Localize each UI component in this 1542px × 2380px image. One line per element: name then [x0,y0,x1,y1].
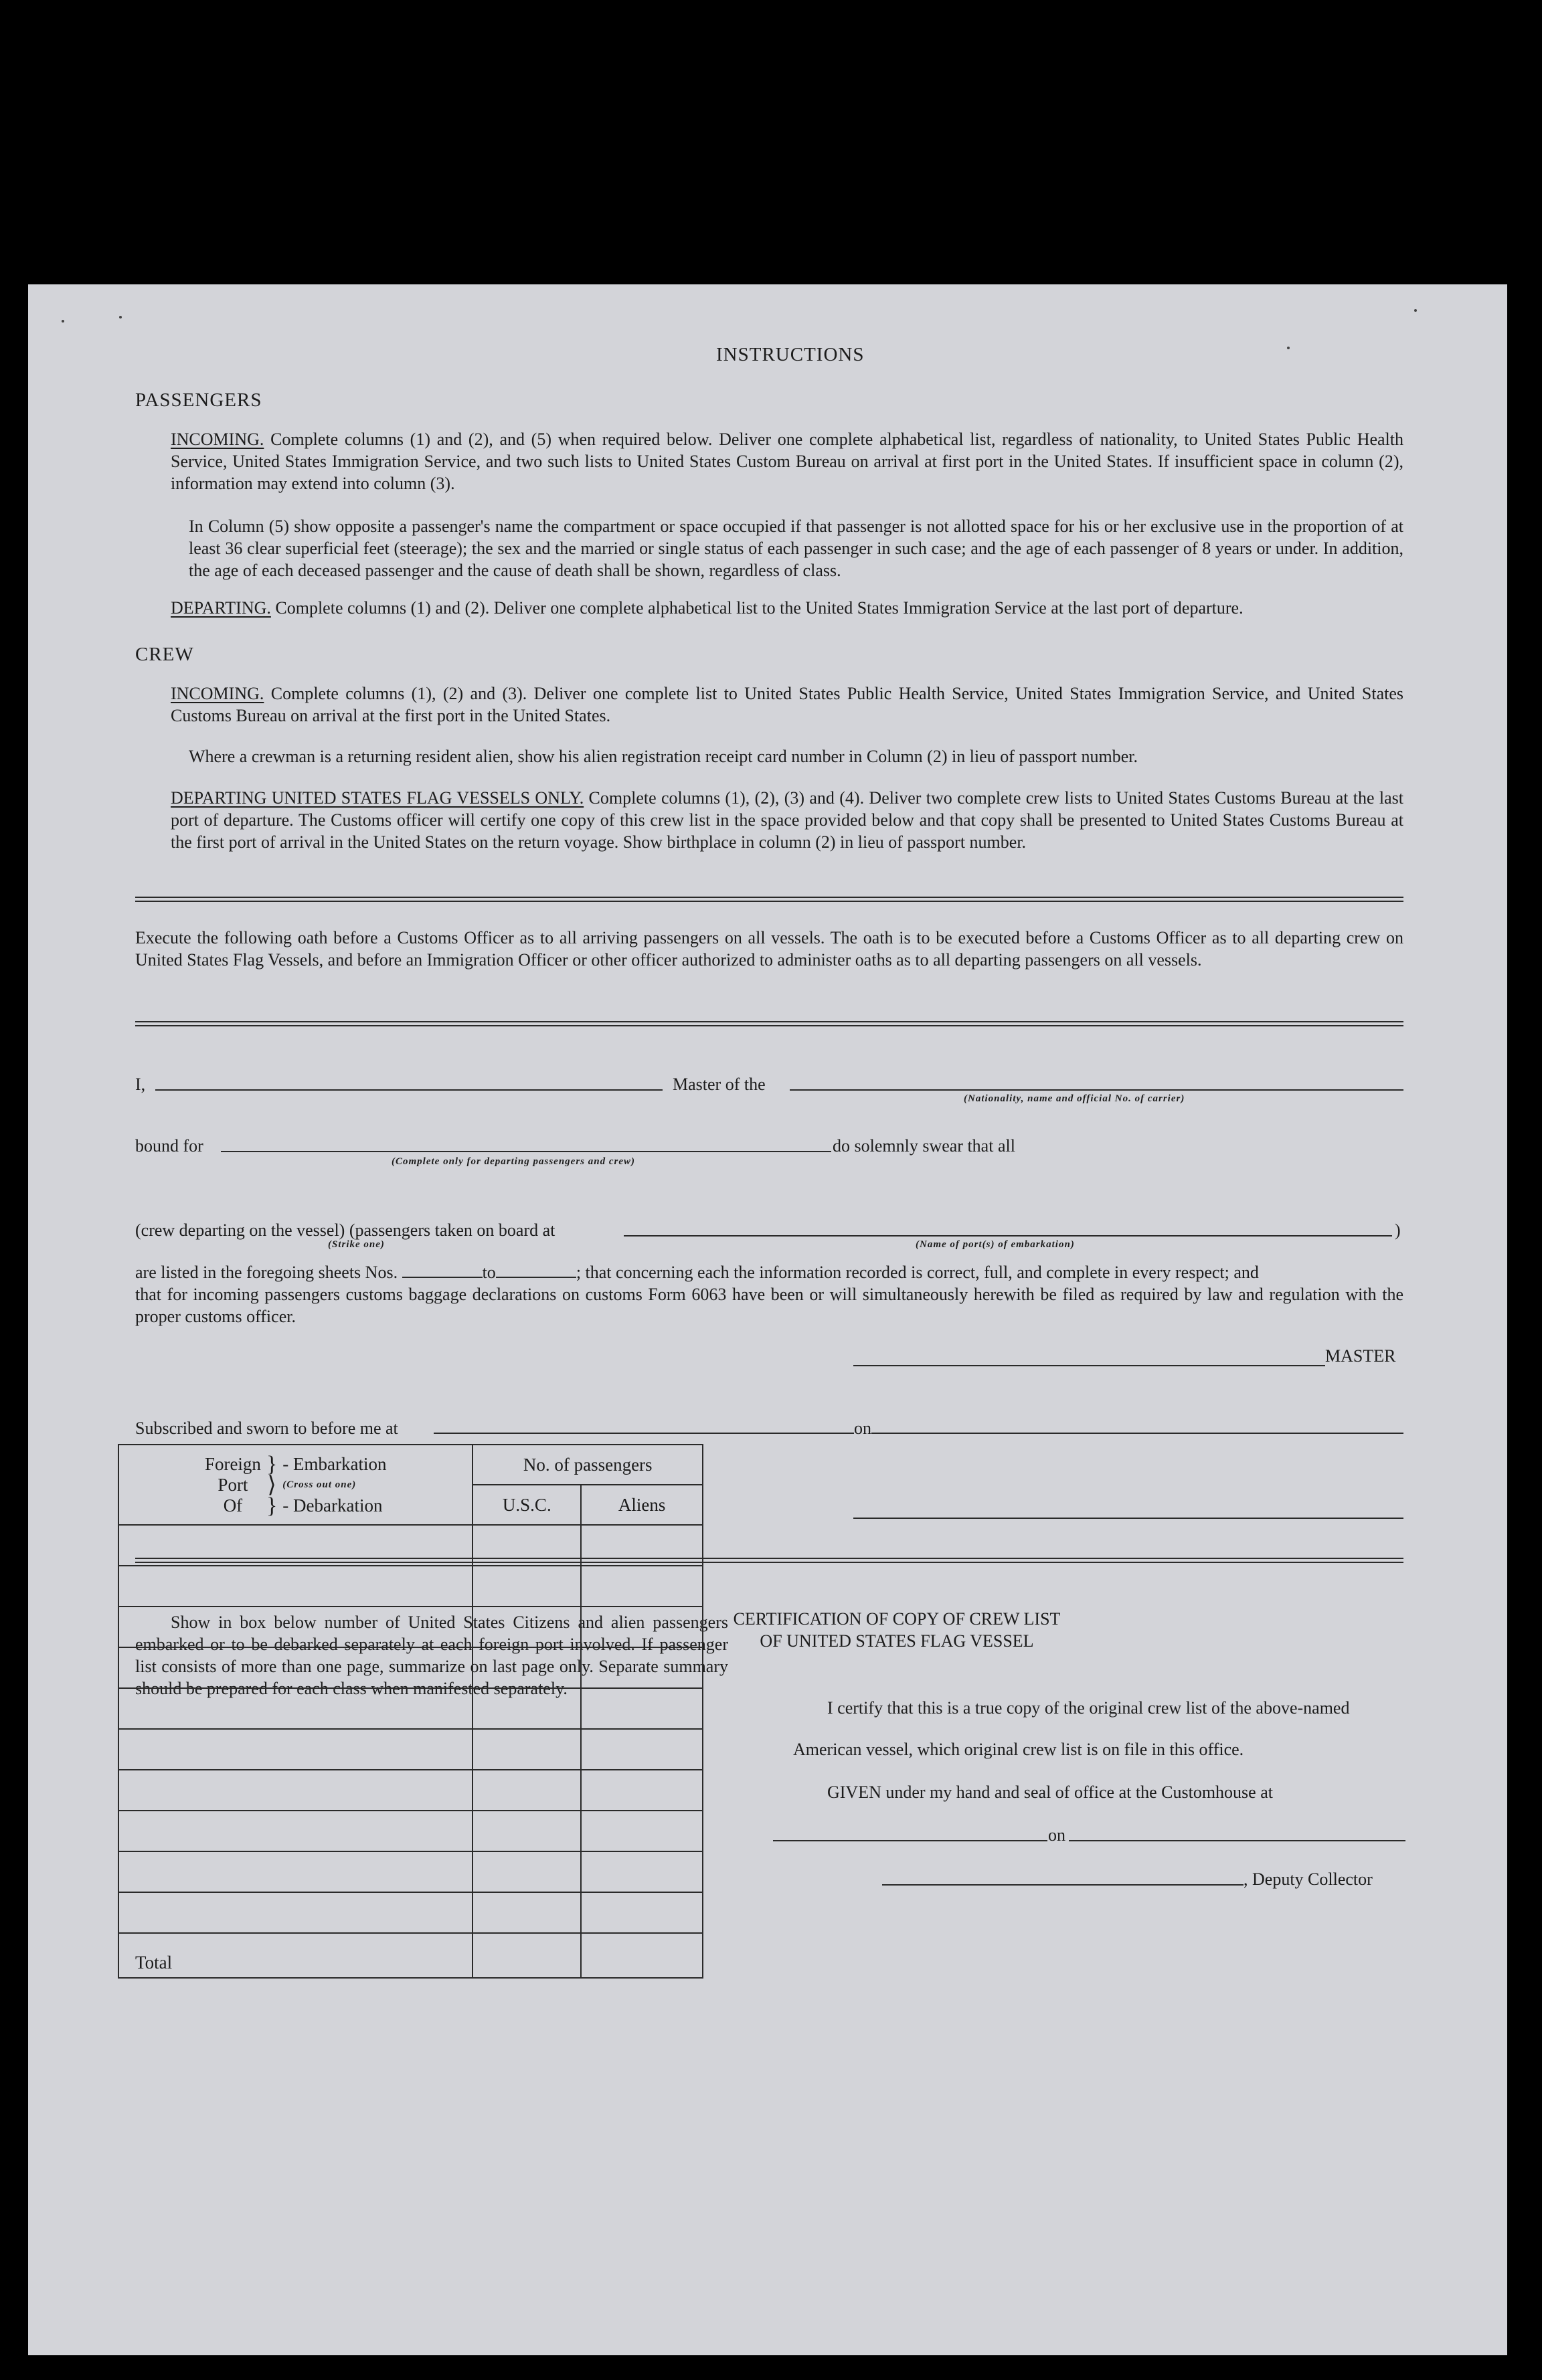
do-swear-label: do solemnly swear that all [833,1136,1015,1156]
aliens-cell[interactable] [581,1607,703,1647]
passengers-column5-paragraph: In Column (5) show opposite a passenger's name the compartment or space occupied if that passenger is not allotted space for his or her exclusive use in the proportion of at least 36 clear superficial feet (steerage); the sex and the married or single status of each passenger in such case; and the age of each passenger of 8 years or under. In addition, the age of each deceased passenger and the cause of death shall be shown, regardless of class. [189,517,1403,580]
port-cell[interactable] [118,1851,473,1892]
passengers-departing-paragraph [171,597,1416,619]
port-name-note: (Name of port(s) of embarkation) [916,1239,1075,1250]
usc-total-cell[interactable] [473,1933,581,1978]
crew-departing-paragraph [171,787,1403,853]
summary-intro: Show in box below number of United States Citizens and alien passengers embarked or to be debarked separately at each foreign port involved. If passenger list consists of more than one page, summarize on last page only. Separate summary should be prepared for each class when manifested separately. [135,1613,728,1698]
port-cell[interactable] [118,1525,473,1566]
master-label: MASTER [1325,1346,1396,1366]
usc-cell[interactable] [473,1688,581,1729]
embarkation-port-field[interactable] [624,1235,1392,1237]
usc-cell[interactable] [473,1851,581,1892]
sworn-place-field[interactable] [434,1433,854,1434]
crew-resident-alien-paragraph: Where a crewman is a returning resident alien, show his alien registration receipt card number in Column (2) in lieu of passport number. [189,747,1138,766]
carrier-field[interactable] [790,1089,1403,1091]
usc-cell[interactable] [473,1729,581,1770]
oath-i-label: I, [135,1075,146,1094]
instructions-title: INSTRUCTIONS [716,344,865,365]
table-row [118,1525,703,1566]
usc-cell[interactable] [473,1607,581,1647]
certify-text: I certify that this is a true copy of the original crew list of the above-named [827,1698,1350,1718]
certification-on-label: on [1048,1825,1065,1845]
passengers-incoming-text: Complete columns (1) and (2), and (5) when required below. Deliver one complete alphabetical list, regardless of nationality, to United States Public Health Service, United States Immigration Service, and two such lists to United States Custom Bureau on arrival at first port in the United States. If insufficient space in column (2), information may extend into column (3). [171,430,1403,493]
sheet-to-field[interactable] [496,1263,576,1278]
usc-cell[interactable] [473,1811,581,1851]
baggage-paragraph: that for incoming passengers customs baggage declarations on customs Form 6063 have been or will simultaneously herewith be filed as required by law and regulation with the proper customs officer. [135,1285,1403,1326]
section-divider [135,897,1403,902]
speck-mark [119,316,122,318]
on-label: on [854,1418,871,1438]
crew-departing-text: Complete columns (1), (2), (3) and (4). Deliver two complete crew lists to United States Customs Bureau at the last port of departure. The Customs officer will certify one copy of this crew list in the space provided below and that copy shall be presented to United States Customs Bureau at the first port of arrival in the United States on the return voyage. Show birthplace in column (2) in lieu of passport number. [171,788,1404,852]
table-row [118,1851,703,1892]
deputy-signature-field[interactable] [882,1884,1244,1886]
no-of-passengers-header: No. of passengers [473,1445,703,1485]
customhouse-field[interactable] [773,1840,1047,1841]
table-row [118,1729,703,1770]
port-cell[interactable] [118,1647,473,1688]
port-label: Port [218,1474,248,1495]
crew-passengers-label: (crew departing on the vessel) (passengers taken on board at [135,1220,555,1240]
to-label: to [482,1263,496,1282]
speck-mark [62,320,64,323]
aliens-cell[interactable] [581,1688,703,1729]
passengers-departing-text: Complete columns (1) and (2). Deliver one complete alphabetical list to the United States Immigration Service at the last port of departure. [275,598,1244,618]
usc-cell[interactable] [473,1647,581,1688]
passenger-summary-table [118,1444,703,1979]
port-cell[interactable] [118,1607,473,1647]
usc-cell[interactable] [473,1770,581,1811]
deputy-collector-label: , Deputy Collector [1244,1869,1373,1889]
section-divider [135,1021,1403,1026]
aliens-cell[interactable] [581,1851,703,1892]
port-cell[interactable] [118,1688,473,1729]
listed-in-line [135,1261,1259,1283]
foreign-port-header: Foreign Port Of } ⟩ } - Embarkation (Cross out one) - Debarkation [118,1445,473,1525]
aliens-cell[interactable] [581,1566,703,1607]
passengers-incoming-label: INCOMING. [171,430,264,449]
usc-cell[interactable] [473,1566,581,1607]
passengers-incoming-paragraph [171,428,1403,494]
sworn-date-field[interactable] [871,1433,1403,1434]
sheet-from-field[interactable] [402,1263,483,1278]
port-cell[interactable] [118,1770,473,1811]
table-row [118,1892,703,1933]
foreign-label: Foreign [204,1453,261,1474]
bound-for-field[interactable] [221,1151,831,1152]
master-signature-field[interactable] [853,1365,1325,1366]
close-paren: ) [1395,1220,1401,1240]
certification-title-line2: OF UNITED STATES FLAG VESSEL [760,1631,1034,1651]
usc-cell[interactable] [473,1525,581,1566]
oath-intro-paragraph: Execute the following oath before a Customs Officer as to all arriving passengers on all vessels. The oath is to be executed before a Customs Officer as to all departing crew on United States Flag Vessels, and before an Immigration Officer or other officer authorized to administer oaths as to all departing passengers on all vessels. [135,928,1403,970]
aliens-total-cell[interactable] [581,1933,703,1978]
speck-mark [1287,347,1290,349]
aliens-cell[interactable] [581,1525,703,1566]
port-cell[interactable] [118,1892,473,1933]
of-label: Of [223,1495,243,1516]
crew-heading: CREW [135,644,194,665]
total-label: Total [118,1933,473,1978]
port-cell[interactable] [118,1729,473,1770]
given-text: GIVEN under my hand and seal of office at the Customhouse at [827,1782,1273,1802]
port-cell[interactable] [118,1811,473,1851]
table-row [118,1770,703,1811]
cross-out-note: (Cross out one) [282,1479,357,1490]
complete-only-note: (Complete only for departing passengers and crew) [392,1156,635,1167]
usc-cell[interactable] [473,1892,581,1933]
passengers-heading: PASSENGERS [135,389,262,411]
listed-in-label: are listed in the foregoing sheets Nos. [135,1263,398,1282]
table-row [118,1607,703,1647]
table-row [118,1688,703,1729]
aliens-cell[interactable] [581,1729,703,1770]
correct-text: ; that concerning each the information recorded is correct, full, and complete in every respect; and [576,1263,1259,1282]
master-of-the-label: Master of the [673,1075,766,1094]
usc-header: U.S.C. [473,1485,581,1525]
certification-date-field[interactable] [1069,1840,1405,1841]
certification-title-line1: CERTIFICATION OF COPY OF CREW LIST [733,1609,1061,1629]
embarkation-label: - Embarkation [282,1453,387,1474]
speck-mark [1414,309,1417,312]
port-cell[interactable] [118,1566,473,1607]
debarkation-label: - Debarkation [282,1495,383,1516]
total-row [118,1933,703,1978]
bound-for-label: bound for [135,1136,203,1156]
table-row [118,1647,703,1688]
table-row [118,1566,703,1607]
carrier-note: (Nationality, name and official No. of carrier) [964,1093,1185,1104]
passengers-departing-label: DEPARTING. [171,598,271,618]
aliens-cell[interactable] [581,1811,703,1851]
american-vessel-text: American vessel, which original crew list is on file in this office. [793,1740,1244,1759]
aliens-cell[interactable] [581,1647,703,1688]
aliens-cell[interactable] [581,1892,703,1933]
crew-departing-label: DEPARTING UNITED STATES FLAG VESSELS ONLY. [171,788,584,808]
aliens-header: Aliens [581,1485,703,1525]
crew-incoming-text: Complete columns (1), (2) and (3). Deliver one complete list to United States Public Health Service, United States Immigration Service, and United States Customs Bureau on arrival at the first port in the United States. [171,684,1404,725]
strike-one-note: (Strike one) [328,1239,385,1250]
table-row [118,1811,703,1851]
aliens-cell[interactable] [581,1770,703,1811]
officer-signature-field[interactable] [853,1518,1403,1519]
master-name-field[interactable] [155,1089,663,1091]
subscribed-label: Subscribed and sworn to before me at [135,1418,398,1438]
crew-incoming-label: INCOMING. [171,684,264,703]
crew-incoming-paragraph [171,682,1403,727]
